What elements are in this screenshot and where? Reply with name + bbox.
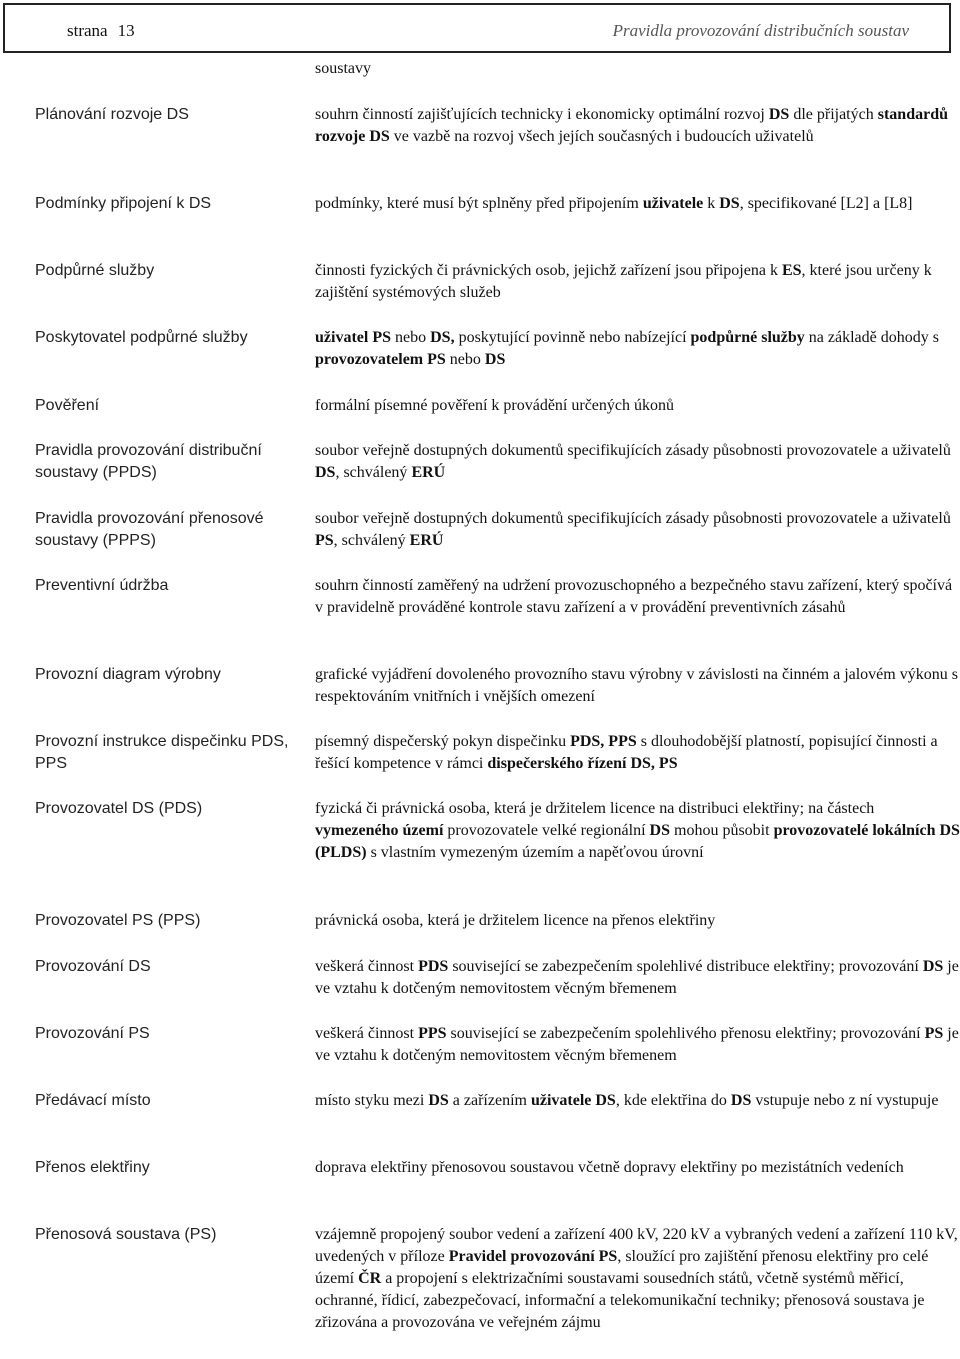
definition-emphasis: Pravidel provozování PS xyxy=(448,1248,618,1265)
definition-text: , schválený xyxy=(333,532,410,549)
definition-text: k xyxy=(703,195,720,212)
definition-text: grafické vyjádření dovoleného provozního stavu výrobny v závislosti na činném a jalovém výkonu s respektováním vnitřních i vnějších omezení xyxy=(315,666,958,705)
glossary-term: Provozní diagram výrobny xyxy=(35,666,221,683)
definition-text: písemný dispečerský pokyn dispečinku xyxy=(315,733,571,750)
document-title: Pravidla provozování distribučních soustav xyxy=(612,21,909,40)
definition-emphasis: PS xyxy=(315,532,334,549)
definition-text: ve vazbě na rozvoj všech jejích současných i budoucích uživatelů xyxy=(389,128,814,145)
definition-emphasis: uživatele DS xyxy=(530,1092,616,1109)
glossary-definition xyxy=(315,260,960,304)
definition-text: fyzická či právnická osoba, která je držitelem licence na distribuci elektřiny; na částech xyxy=(315,800,875,817)
definition-text: , schválený xyxy=(335,464,412,481)
definition-emphasis: PDS xyxy=(418,958,449,975)
definition-text: dle přijatých xyxy=(789,106,878,123)
definition-text: doprava elektřiny přenosovou soustavou včetně dopravy elektřiny po mezistátních vedeních xyxy=(315,1159,904,1176)
definition-text: činnosti fyzických či právnických osob, jejichž zařízení jsou připojena k xyxy=(315,262,782,279)
definition-text: je ve vztahu k dotčeným nemovitostem věcným břemenem xyxy=(315,958,959,997)
definition-text: vzájemně propojený soubor vedení a zařízení 400 kV, 220 kV a vybraných vedení a zařízení 110 kV, uvedených v příloze xyxy=(315,1226,958,1265)
definition-text: soubor veřejně dostupných dokumentů specifikujících zásady působnosti provozovatele a uživatelů xyxy=(315,510,951,527)
glossary-term: Provozovatel DS (PDS) xyxy=(35,800,203,817)
definition-text: souhrn činností zajišťujících technicky i ekonomicky optimální rozvoj xyxy=(315,106,769,123)
definition-text: související se zabezpečením spolehlivé distribuce elektřiny; provozování xyxy=(448,958,923,975)
glossary-definition xyxy=(315,104,960,148)
glossary-term: Podmínky připojení k DS xyxy=(35,195,212,212)
definition-text: veškerá činnost xyxy=(315,1025,419,1042)
glossary-term: Poskytovatel podpůrné služby xyxy=(35,329,248,346)
definition-emphasis: ERÚ xyxy=(409,532,444,549)
definition-emphasis: vymezeného území xyxy=(315,822,444,839)
definition-emphasis: standardů rozvoje DS xyxy=(315,106,948,145)
page-header xyxy=(3,3,951,53)
definition-text: soubor veřejně dostupných dokumentů specifikujících zásady působnosti provozovatele a uživatelů xyxy=(315,442,951,459)
definition-emphasis: DS xyxy=(649,822,670,839)
definition-emphasis: provozovatelem PS xyxy=(315,351,446,368)
glossary-definition xyxy=(315,327,960,371)
definition-text: je ve vztahu k dotčeným nemovitostem věcným břemenem xyxy=(315,1025,959,1064)
glossary-term: Provozování PS xyxy=(35,1025,150,1042)
glossary-definition xyxy=(315,1090,960,1112)
definition-emphasis: DS xyxy=(768,106,790,123)
glossary-definition xyxy=(315,193,960,215)
glossary-term: Pravidla provozování distribuční soustavy (PPDS) xyxy=(35,442,262,481)
glossary-term: Podpůrné služby xyxy=(35,262,155,279)
glossary-definition xyxy=(315,508,960,552)
definition-text: právnická osoba, která je držitelem licence na přenos elektřiny xyxy=(315,912,716,929)
glossary-definition xyxy=(315,575,960,619)
definition-emphasis: ES xyxy=(781,262,802,279)
glossary-term: Pověření xyxy=(35,397,100,414)
page-label: strana xyxy=(67,21,108,40)
definition-emphasis: DS xyxy=(730,1092,752,1109)
definition-emphasis: uživatele xyxy=(642,195,704,212)
definition-text: a zařízením xyxy=(448,1092,531,1109)
definition-text: , sloužící pro zajištění přenosu elektřiny pro celé území xyxy=(315,1248,929,1287)
glossary-definition xyxy=(315,910,960,932)
glossary-term: Plánování rozvoje DS xyxy=(35,106,189,123)
definition-text: provozovatele velké regionální xyxy=(443,822,650,839)
continuation-text: soustavy xyxy=(315,60,371,77)
definition-text: , specifikované [L2] a [L8] xyxy=(739,195,913,212)
definition-emphasis: DS xyxy=(719,195,740,212)
definition-emphasis: podpůrné služby xyxy=(690,329,805,346)
definition-text: místo styku mezi xyxy=(315,1092,429,1109)
glossary-term: Provozovatel PS (PPS) xyxy=(35,912,201,929)
definition-emphasis: DS xyxy=(428,1092,449,1109)
definition-text: nebo xyxy=(391,329,431,346)
glossary-term: Preventivní údržba xyxy=(35,577,169,594)
definition-text: s vlastním vymezeným územím a napěťovou úrovní xyxy=(366,844,704,861)
definition-text: související se zabezpečením spolehlivého přenosu elektřiny; provozování xyxy=(446,1025,925,1042)
glossary-definition xyxy=(315,440,960,484)
glossary-definition xyxy=(315,798,960,864)
glossary-term: Provozní instrukce dispečinku PDS, PPS xyxy=(35,733,289,772)
definition-text: vstupuje nebo z ní vystupuje xyxy=(751,1092,939,1109)
definition-text: , které jsou určeny k zajištění systémových služeb xyxy=(315,262,932,301)
page-number-block xyxy=(67,21,135,41)
definition-emphasis: provozovatelé lokálních DS (PLDS) xyxy=(315,822,960,861)
definition-emphasis: DS xyxy=(484,351,506,368)
definition-emphasis: DS xyxy=(315,464,336,481)
definition-emphasis: DS xyxy=(922,958,944,975)
definition-text: s dlouhodobější platností, popisující činnosti a řešící kompetence v rámci xyxy=(315,733,938,772)
glossary-term: Předávací místo xyxy=(35,1092,151,1109)
definition-emphasis: PPS xyxy=(418,1025,447,1042)
definition-text: , kde elektřina do xyxy=(615,1092,731,1109)
definition-text: nebo xyxy=(445,351,485,368)
definition-text: mohou působit xyxy=(670,822,774,839)
definition-text: a propojení s elektrizačními soustavami sousedních států, včetně systémů měřicí, ochranné, řídicí, zabezpečovací, informační a telekomunikační techniky; přenosová soustava je zřizována a provozována ve veřejném zájmu xyxy=(315,1270,925,1331)
glossary-definition xyxy=(315,1157,960,1179)
definition-text: formální písemné pověření k provádění určených úkonů xyxy=(315,397,674,414)
definition-emphasis: uživatel PS xyxy=(315,329,391,346)
glossary-term: Provozování DS xyxy=(35,958,151,975)
glossary-term: Přenos elektřiny xyxy=(35,1159,150,1176)
definition-text: podmínky, které musí být splněny před připojením xyxy=(315,195,643,212)
definition-text: souhrn činností zaměřený na udržení provozuschopného a bezpečného stavu zařízení, který spočívá v pravidelně prováděné kontrole stavu zařízení a v provádění preventivních zásahů xyxy=(315,577,953,616)
glossary-definition xyxy=(315,395,960,417)
glossary-definition xyxy=(315,664,960,708)
definition-emphasis: ČR xyxy=(358,1270,382,1287)
glossary-definition xyxy=(315,1224,960,1334)
definition-emphasis: ERÚ xyxy=(411,464,446,481)
glossary-definition xyxy=(315,731,960,775)
page-number: 13 xyxy=(117,21,135,40)
definition-text: na základě dohody s xyxy=(804,329,939,346)
definition-text: poskytující povinně nebo nabízející xyxy=(454,329,691,346)
definition-emphasis: dispečerského řízení DS, PS xyxy=(487,755,678,772)
glossary-definition xyxy=(315,956,960,1000)
definition-emphasis: PDS, PPS xyxy=(570,733,637,750)
glossary-definition xyxy=(315,1023,960,1067)
definition-emphasis: DS, xyxy=(430,329,455,346)
glossary-term: Pravidla provozování přenosové soustavy (PPPS) xyxy=(35,510,264,549)
glossary-term: Přenosová soustava (PS) xyxy=(35,1226,217,1243)
definition-emphasis: PS xyxy=(924,1025,944,1042)
definition-text: veškerá činnost xyxy=(315,958,419,975)
